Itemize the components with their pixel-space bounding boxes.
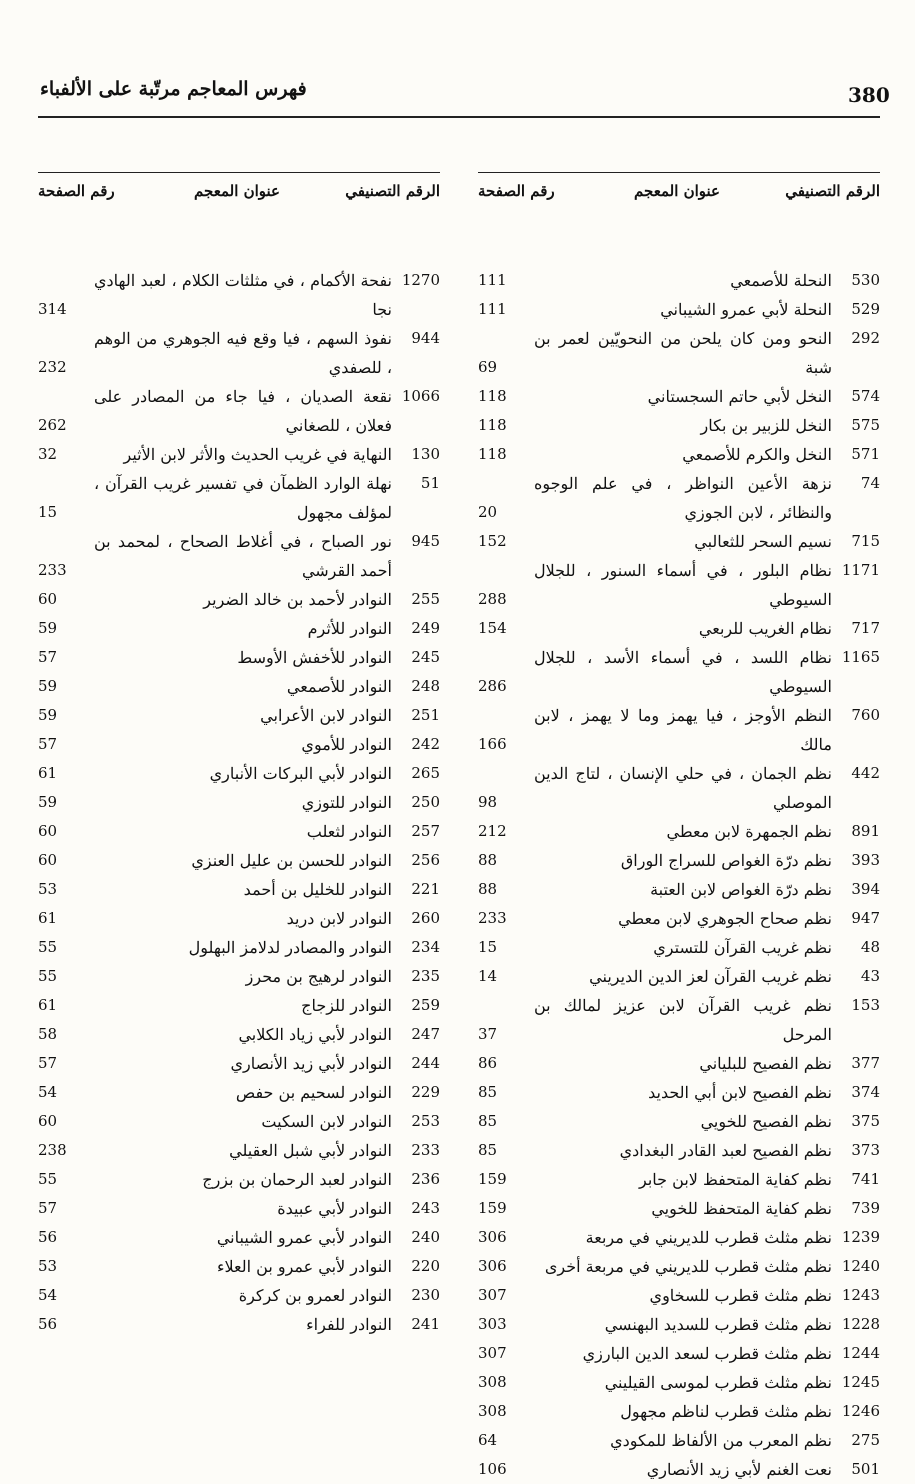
entry-class-number: 501 [851, 1460, 880, 1478]
entry-class-number: 229 [411, 1083, 440, 1101]
index-entry [478, 556, 880, 614]
entry-title: النوادر لأحمد بن خالد الضرير [203, 590, 392, 609]
entry-class-number: 375 [851, 1112, 880, 1130]
index-entry [38, 1107, 440, 1136]
index-entry [38, 1194, 440, 1223]
entry-page-number: 59 [38, 677, 58, 695]
entry-page-number: 233 [38, 561, 67, 579]
entry-title: النخل لأبي حاتم السجستاني [647, 387, 832, 406]
entry-class-number: 741 [851, 1170, 880, 1188]
entry-title: النوادر لأبي شبل العقيلي [229, 1141, 392, 1160]
entry-page-number: 111 [478, 271, 507, 289]
index-entry [38, 701, 440, 730]
entry-page-number: 60 [38, 851, 58, 869]
entry-page-number: 106 [478, 1460, 507, 1478]
entry-class-number: 715 [851, 532, 880, 550]
entry-page-number: 14 [478, 967, 498, 985]
entry-title: النوادر لابن دريد [286, 909, 392, 928]
entry-page-number: 85 [478, 1112, 498, 1130]
entry-page-number: 61 [38, 909, 58, 927]
index-entry [38, 643, 440, 672]
index-entry [478, 933, 880, 962]
entry-class-number: 292 [851, 329, 880, 347]
entry-title: النوادر لأبي زياد الكلابي [238, 1025, 392, 1044]
header-page: رقم الصفحة [478, 182, 555, 200]
entry-class-number: 529 [851, 300, 880, 318]
entry-page-number: 308 [478, 1373, 507, 1391]
index-entry [478, 759, 880, 817]
entry-page-number: 55 [38, 967, 58, 985]
entry-title: نظام الغريب للربعي [698, 619, 832, 638]
entry-page-number: 61 [38, 764, 58, 782]
entry-class-number: 1244 [841, 1344, 880, 1362]
entry-class-number: 260 [411, 909, 440, 927]
entry-class-number: 259 [411, 996, 440, 1014]
entry-class-number: 74 [860, 474, 880, 492]
entry-title: نظم درّة الغواص لابن العتبة [650, 880, 832, 899]
index-entry [478, 817, 880, 846]
entry-title: النوادر لرهيج بن محرز [245, 967, 392, 986]
entry-title: نزهة الأعين النواظر ، في علم الوجوه والنظائر ، لابن الجوزي [534, 474, 832, 522]
index-entry [478, 1281, 880, 1310]
entry-class-number: 739 [851, 1199, 880, 1217]
header-class-number: الرقم التصنيفي [785, 182, 880, 200]
entry-class-number: 394 [851, 880, 880, 898]
header-title: عنوان المعجم [194, 182, 280, 200]
column-header [38, 182, 440, 216]
index-entry [478, 1107, 880, 1136]
index-entry [478, 875, 880, 904]
entry-page-number: 60 [38, 590, 58, 608]
entry-page-number: 37 [478, 1025, 498, 1043]
entry-title: النوادر للتوزي [301, 793, 392, 812]
entry-page-number: 53 [38, 880, 58, 898]
entry-title: النحو ومن كان يلحن من النحويّين لعمر بن شبة [534, 329, 832, 377]
index-entry [38, 1252, 440, 1281]
entry-class-number: 442 [851, 764, 880, 782]
entry-page-number: 15 [478, 938, 498, 956]
entry-page-number: 233 [478, 909, 507, 927]
entry-page-number: 314 [38, 300, 67, 318]
entry-class-number: 247 [411, 1025, 440, 1043]
entry-class-number: 233 [411, 1141, 440, 1159]
index-entry [38, 1078, 440, 1107]
entry-page-number: 85 [478, 1141, 498, 1159]
entry-page-number: 88 [478, 851, 498, 869]
entry-title: النحلة للأصمعي [730, 271, 832, 290]
entry-class-number: 245 [411, 648, 440, 666]
index-entry [38, 382, 440, 440]
entry-title: نظم مثلث قطرب لموسى القيليني [604, 1373, 832, 1392]
index-entry [478, 1136, 880, 1165]
entry-page-number: 55 [38, 1170, 58, 1188]
entry-class-number: 248 [411, 677, 440, 695]
entry-title: النوادر لأبي عمرو الشيباني [216, 1228, 392, 1247]
entry-class-number: 1239 [841, 1228, 880, 1246]
entry-class-number: 43 [860, 967, 880, 985]
entry-class-number: 1240 [841, 1257, 880, 1275]
index-entry [38, 1020, 440, 1049]
index-entry [478, 1339, 880, 1368]
header-title: عنوان المعجم [634, 182, 720, 200]
entry-page-number: 118 [478, 445, 507, 463]
entry-page-number: 238 [38, 1141, 67, 1159]
index-entry [38, 788, 440, 817]
entry-page-number: 57 [38, 1199, 58, 1217]
entries-list [478, 266, 880, 1484]
entry-title: النوادر للأصمعي [286, 677, 392, 696]
entry-title: نظم مثلث قطرب للديريني في مربعة أخرى [544, 1257, 832, 1276]
entry-class-number: 130 [411, 445, 440, 463]
entry-class-number: 1245 [841, 1373, 880, 1391]
entry-title: نظم درّة الغواص للسراج الوراق [620, 851, 832, 870]
header-rule [38, 116, 880, 118]
entry-page-number: 286 [478, 677, 507, 695]
entry-title: النوادر للأخفش الأوسط [237, 648, 392, 667]
index-entry [38, 962, 440, 991]
index-entry [478, 1049, 880, 1078]
entry-title: نظم الجمهرة لابن معطي [666, 822, 832, 841]
entry-class-number: 1246 [841, 1402, 880, 1420]
header-class-number: الرقم التصنيفي [345, 182, 440, 200]
index-entry [38, 614, 440, 643]
index-entry [38, 730, 440, 759]
entry-class-number: 243 [411, 1199, 440, 1217]
entry-class-number: 253 [411, 1112, 440, 1130]
entry-page-number: 53 [38, 1257, 58, 1275]
entry-class-number: 153 [851, 996, 880, 1014]
index-entry [478, 1194, 880, 1223]
entry-title: نظم كفاية المتحفظ لابن جابر [639, 1170, 832, 1189]
entry-class-number: 374 [851, 1083, 880, 1101]
entry-class-number: 275 [851, 1431, 880, 1449]
entry-page-number: 56 [38, 1228, 58, 1246]
entry-page-number: 57 [38, 735, 58, 753]
index-entry [38, 266, 440, 324]
entry-class-number: 255 [411, 590, 440, 608]
index-entry [38, 1281, 440, 1310]
index-entry [478, 324, 880, 382]
column-header [478, 182, 880, 216]
entry-class-number: 250 [411, 793, 440, 811]
entry-title: النوادر لابن السكيت [261, 1112, 392, 1131]
entry-class-number: 51 [420, 474, 440, 492]
entry-page-number: 154 [478, 619, 507, 637]
index-entry [478, 846, 880, 875]
entry-title: النوادر لأبي عبيدة [277, 1199, 392, 1218]
entry-title: النخل للزبير بن بكار [700, 416, 832, 435]
entry-title: نفوذ السهم ، فيا وقع فيه الجوهري من الوهم ، للصفدي [94, 329, 392, 377]
entry-title: النوادر لأبي البركات الأنباري [209, 764, 392, 783]
entry-title: النخل والكرم للأصمعي [682, 445, 832, 464]
entry-title: النهاية في غريب الحديث والأثر لابن الأثير [123, 445, 392, 464]
entry-page-number: 60 [38, 822, 58, 840]
entry-class-number: 1228 [841, 1315, 880, 1333]
index-entry [38, 1049, 440, 1078]
entry-title: النوادر لأبي زيد الأنصاري [230, 1054, 392, 1073]
index-entry [38, 904, 440, 933]
entry-page-number: 58 [38, 1025, 58, 1043]
entry-title: النوادر لعبد الرحمان بن بزرج [202, 1170, 392, 1189]
entry-class-number: 235 [411, 967, 440, 985]
entry-title: النوادر للفراء [306, 1315, 392, 1334]
entry-title: نظم الفصيح للبلياني [699, 1054, 832, 1073]
entry-class-number: 251 [411, 706, 440, 724]
page-number: 380 [848, 83, 890, 107]
index-entry [478, 1223, 880, 1252]
entry-class-number: 48 [860, 938, 880, 956]
entry-page-number: 306 [478, 1228, 507, 1246]
entry-title: النوادر لعمرو بن كركرة [238, 1286, 392, 1305]
entry-title: نظم كفاية المتحفظ للخويي [651, 1199, 832, 1218]
index-entry [38, 759, 440, 788]
entry-class-number: 244 [411, 1054, 440, 1072]
index-entry [478, 962, 880, 991]
entry-title: النحلة لأبي عمرو الشيباني [660, 300, 832, 319]
entry-page-number: 85 [478, 1083, 498, 1101]
entry-class-number: 574 [851, 387, 880, 405]
index-entry [38, 469, 440, 527]
entry-title: نظم غريب القرآن لابن عزيز لمالك بن المرحل [534, 996, 832, 1044]
index-entry [478, 904, 880, 933]
entry-title: نظم غريب القرآن لعز الدين الديريني [589, 967, 832, 986]
index-entry [478, 1397, 880, 1426]
entry-class-number: 717 [851, 619, 880, 637]
entry-title: نظم صحاح الجوهري لابن معطي [618, 909, 832, 928]
entry-page-number: 308 [478, 1402, 507, 1420]
index-entry [38, 846, 440, 875]
entry-class-number: 1066 [401, 387, 440, 405]
entries-list [38, 266, 440, 1339]
index-entry [478, 614, 880, 643]
index-entry [478, 1078, 880, 1107]
index-entry [478, 643, 880, 701]
entry-class-number: 1171 [841, 561, 880, 579]
index-entry [38, 1310, 440, 1339]
entry-class-number: 530 [851, 271, 880, 289]
entry-title: نظم الفصيح لابن أبي الحديد [648, 1083, 832, 1102]
entry-title: نور الصباح ، في أغلاط الصحاح ، لمحمد بن أحمد القرشي [94, 532, 392, 580]
entry-page-number: 86 [478, 1054, 498, 1072]
entry-class-number: 257 [411, 822, 440, 840]
index-entry [38, 324, 440, 382]
entry-class-number: 760 [851, 706, 880, 724]
entry-title: النوادر للحسن بن عليل العنزي [191, 851, 392, 870]
entry-title: نظم مثلث قطرب للسخاوي [649, 1286, 832, 1305]
entry-page-number: 118 [478, 387, 507, 405]
index-entry [38, 527, 440, 585]
entry-title: نظم غريب القرآن للتستري [653, 938, 832, 957]
entry-page-number: 59 [38, 706, 58, 724]
entry-class-number: 220 [411, 1257, 440, 1275]
entry-class-number: 240 [411, 1228, 440, 1246]
index-entry [38, 1223, 440, 1252]
entry-title: النوادر والمصادر لدلامز البهلول [188, 938, 392, 957]
index-entry [478, 411, 880, 440]
entry-title: نفحة الأكمام ، في مثلثات الكلام ، لعبد الهادي نجا [94, 271, 392, 319]
entry-page-number: 166 [478, 735, 507, 753]
entry-title: النظم الأوجز ، فيا يهمز وما لا يهمز ، لابن مالك [534, 706, 832, 754]
entry-title: نظم الفصيح لعبد القادر البغدادي [619, 1141, 832, 1160]
entry-page-number: 111 [478, 300, 507, 318]
entry-class-number: 377 [851, 1054, 880, 1072]
entry-page-number: 152 [478, 532, 507, 550]
entry-page-number: 56 [38, 1315, 58, 1333]
entry-class-number: 1243 [841, 1286, 880, 1304]
entry-class-number: 236 [411, 1170, 440, 1188]
entry-title: نظم الجمان ، في حلي الإنسان ، لتاج الدين الموصلي [534, 764, 832, 812]
entry-page-number: 54 [38, 1286, 58, 1304]
index-entry [478, 1310, 880, 1339]
index-entry [38, 933, 440, 962]
entry-page-number: 64 [478, 1431, 498, 1449]
entry-page-number: 307 [478, 1286, 507, 1304]
entry-title: نظام اللسد ، في أسماء الأسد ، للجلال السيوطي [534, 648, 832, 696]
index-entry [478, 1165, 880, 1194]
entry-title: النوادر لابن الأعرابي [260, 706, 392, 725]
column-rule [38, 172, 440, 173]
index-entry [38, 991, 440, 1020]
index-column-left [38, 172, 440, 1339]
entry-title: نظم الفصيح للخويي [700, 1112, 832, 1131]
index-entry [38, 672, 440, 701]
entry-title: النوادر لسحيم بن حفص [235, 1083, 392, 1102]
entry-page-number: 57 [38, 1054, 58, 1072]
column-rule [478, 172, 880, 173]
entry-page-number: 232 [38, 358, 67, 376]
entry-class-number: 234 [411, 938, 440, 956]
entry-page-number: 88 [478, 880, 498, 898]
index-column-right [478, 172, 880, 1484]
entry-page-number: 20 [478, 503, 498, 521]
index-entry [38, 1136, 440, 1165]
entry-class-number: 256 [411, 851, 440, 869]
entry-class-number: 571 [851, 445, 880, 463]
entry-page-number: 306 [478, 1257, 507, 1275]
entry-class-number: 575 [851, 416, 880, 434]
entry-title: نسيم السحر للثعالبي [694, 532, 832, 551]
entry-class-number: 891 [851, 822, 880, 840]
index-entry [38, 1165, 440, 1194]
index-entry [478, 1368, 880, 1397]
entry-title: نعت الغنم لأبي زيد الأنصاري [646, 1460, 832, 1479]
entry-page-number: 303 [478, 1315, 507, 1333]
index-entry [478, 701, 880, 759]
running-title: فهرس المعاجم مرتّبة على الألفباء [40, 78, 307, 100]
entry-title: نظم مثلث قطرب للسديد البهنسي [604, 1315, 832, 1334]
entry-title: نظام البلور ، في أسماء السنور ، للجلال السيوطي [534, 561, 832, 609]
entry-class-number: 1165 [841, 648, 880, 666]
entry-title: النوادر لثعلب [306, 822, 392, 841]
index-entry [478, 1455, 880, 1484]
index-entry [38, 440, 440, 469]
index-entry [478, 295, 880, 324]
header-page: رقم الصفحة [38, 182, 115, 200]
entry-page-number: 159 [478, 1170, 507, 1188]
entry-title: النوادر للأثرم [307, 619, 392, 638]
entry-title: نظم مثلث قطرب للديريني في مربعة [585, 1228, 832, 1247]
entry-page-number: 57 [38, 648, 58, 666]
entry-title: النوادر لأبي عمرو بن العلاء [216, 1257, 392, 1276]
entry-page-number: 307 [478, 1344, 507, 1362]
index-entry [38, 817, 440, 846]
page-header [0, 0, 915, 120]
entry-page-number: 59 [38, 793, 58, 811]
entry-title: نظم مثلث قطرب لسعد الدين البارزي [582, 1344, 832, 1363]
entry-class-number: 373 [851, 1141, 880, 1159]
index-entry [38, 875, 440, 904]
entry-page-number: 262 [38, 416, 67, 434]
entry-page-number: 288 [478, 590, 507, 608]
entry-title: النوادر للخليل بن أحمد [243, 880, 392, 899]
index-entry [478, 266, 880, 295]
entry-page-number: 69 [478, 358, 498, 376]
entry-title: نهلة الوارد الظمآن في تفسير غريب القرآن ، لمؤلف مجهول [94, 474, 392, 522]
entry-page-number: 159 [478, 1199, 507, 1217]
entry-page-number: 118 [478, 416, 507, 434]
entry-class-number: 947 [851, 909, 880, 927]
entry-page-number: 98 [478, 793, 498, 811]
entry-title: النوادر للأموي [301, 735, 392, 754]
index-entry [478, 527, 880, 556]
index-entry [478, 1426, 880, 1455]
entry-class-number: 230 [411, 1286, 440, 1304]
entry-class-number: 944 [411, 329, 440, 347]
entry-title: نقعة الصديان ، فيا جاء من المصادر على فعلان ، للصغاني [94, 387, 392, 435]
entry-class-number: 1270 [401, 271, 440, 289]
entry-page-number: 61 [38, 996, 58, 1014]
entry-title: نظم مثلث قطرب لناظم مجهول [620, 1402, 832, 1421]
entry-class-number: 221 [411, 880, 440, 898]
entry-page-number: 32 [38, 445, 58, 463]
entry-page-number: 54 [38, 1083, 58, 1101]
entry-class-number: 241 [411, 1315, 440, 1333]
index-entry [478, 1252, 880, 1281]
entry-title: نظم المعرب من الألفاظ للمكودي [610, 1431, 832, 1450]
entry-page-number: 59 [38, 619, 58, 637]
entry-page-number: 15 [38, 503, 58, 521]
entry-class-number: 242 [411, 735, 440, 753]
entry-page-number: 212 [478, 822, 507, 840]
index-entry [38, 585, 440, 614]
index-entry [478, 382, 880, 411]
entry-page-number: 60 [38, 1112, 58, 1130]
entry-class-number: 945 [411, 532, 440, 550]
index-entry [478, 469, 880, 527]
entry-class-number: 249 [411, 619, 440, 637]
entry-title: النوادر للزجاج [301, 996, 392, 1015]
entry-class-number: 265 [411, 764, 440, 782]
index-entry [478, 440, 880, 469]
index-entry [478, 991, 880, 1049]
entry-class-number: 393 [851, 851, 880, 869]
entry-page-number: 55 [38, 938, 58, 956]
